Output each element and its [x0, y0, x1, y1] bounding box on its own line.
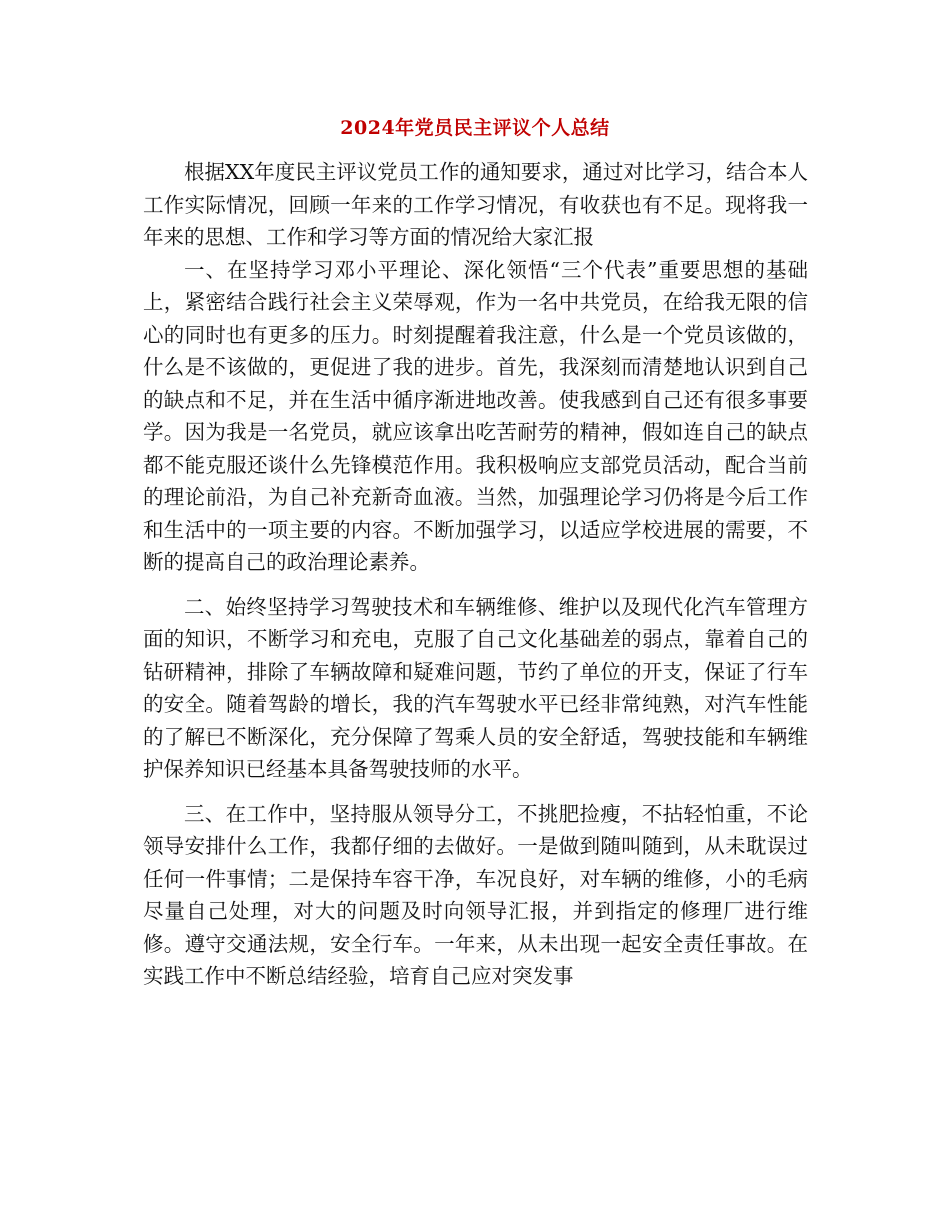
paragraph-section-3: 三、在工作中，坚持服从领导分工，不挑肥捡瘦，不拈轻怕重，不论领导安排什么工作，我都仔细的去做好。一是做到随叫随到，从未耽误过任何一件事情；二是保持车容干净，车况良好，对车辆的维修，小的毛病尽量自己处理，对大的问题及时向领导汇报，并到指定的修理厂进行维修。遵守交通法规，安全行车。一年来，从未出现一起安全责任事故。在实践工作中不断总结经验，培育自己应对突发事	[143, 801, 808, 988]
paragraph-section-1: 一、在坚持学习邓小平理论、深化领悟“三个代表”重要思想的基础上，紧密结合践行社会主义荣辱观，作为一名中共党员，在给我无限的信心的同时也有更多的压力。时刻提醒着我注意，什么是一个党员该做的，什么是不该做的，更促进了我的进步。首先，我深刻而清楚地认识到自己的缺点和不足，并在生活中循序渐进地改善。使我感到自己还有很多事要学。因为我是一名党员，就应该拿出吃苦耐劳的精神，假如连自己的缺点都不能克服还谈什么先锋模范作用。我积极响应支部党员活动，配合当前的理论前沿，为自己补充新奇血液。当然，加强理论学习仍将是今后工作和生活中的一项主要的内容。不断加强学习，以适应学校进展的需要，不断的提高自己的政治理论素养。	[143, 257, 808, 574]
paragraph-section-2: 二、始终坚持学习驾驶技术和车辆维修、维护以及现代化汽车管理方面的知识，不断学习和充电，克服了自己文化基础差的弱点，靠着自己的钻研精神，排除了车辆故障和疑难问题，节约了单位的开支，保证了行车的安全。随着驾龄的增长，我的汽车驾驶水平已经非常纯熟，对汽车性能的了解已不断深化，充分保障了驾乘人员的安全舒适，驾驶技能和车辆维护保养知识已经基本具备驾驶技师的水平。	[143, 594, 808, 781]
document-title: 2024年党员民主评议个人总结	[340, 117, 610, 139]
paragraph-intro: 根据XX年度民主评议党员工作的通知要求，通过对比学习，结合本人工作实际情况，回顾一年来的工作学习情况，有收获也有不足。现将我一年来的思想、工作和学习等方面的情况给大家汇报	[143, 160, 808, 249]
document-body	[143, 156, 808, 993]
